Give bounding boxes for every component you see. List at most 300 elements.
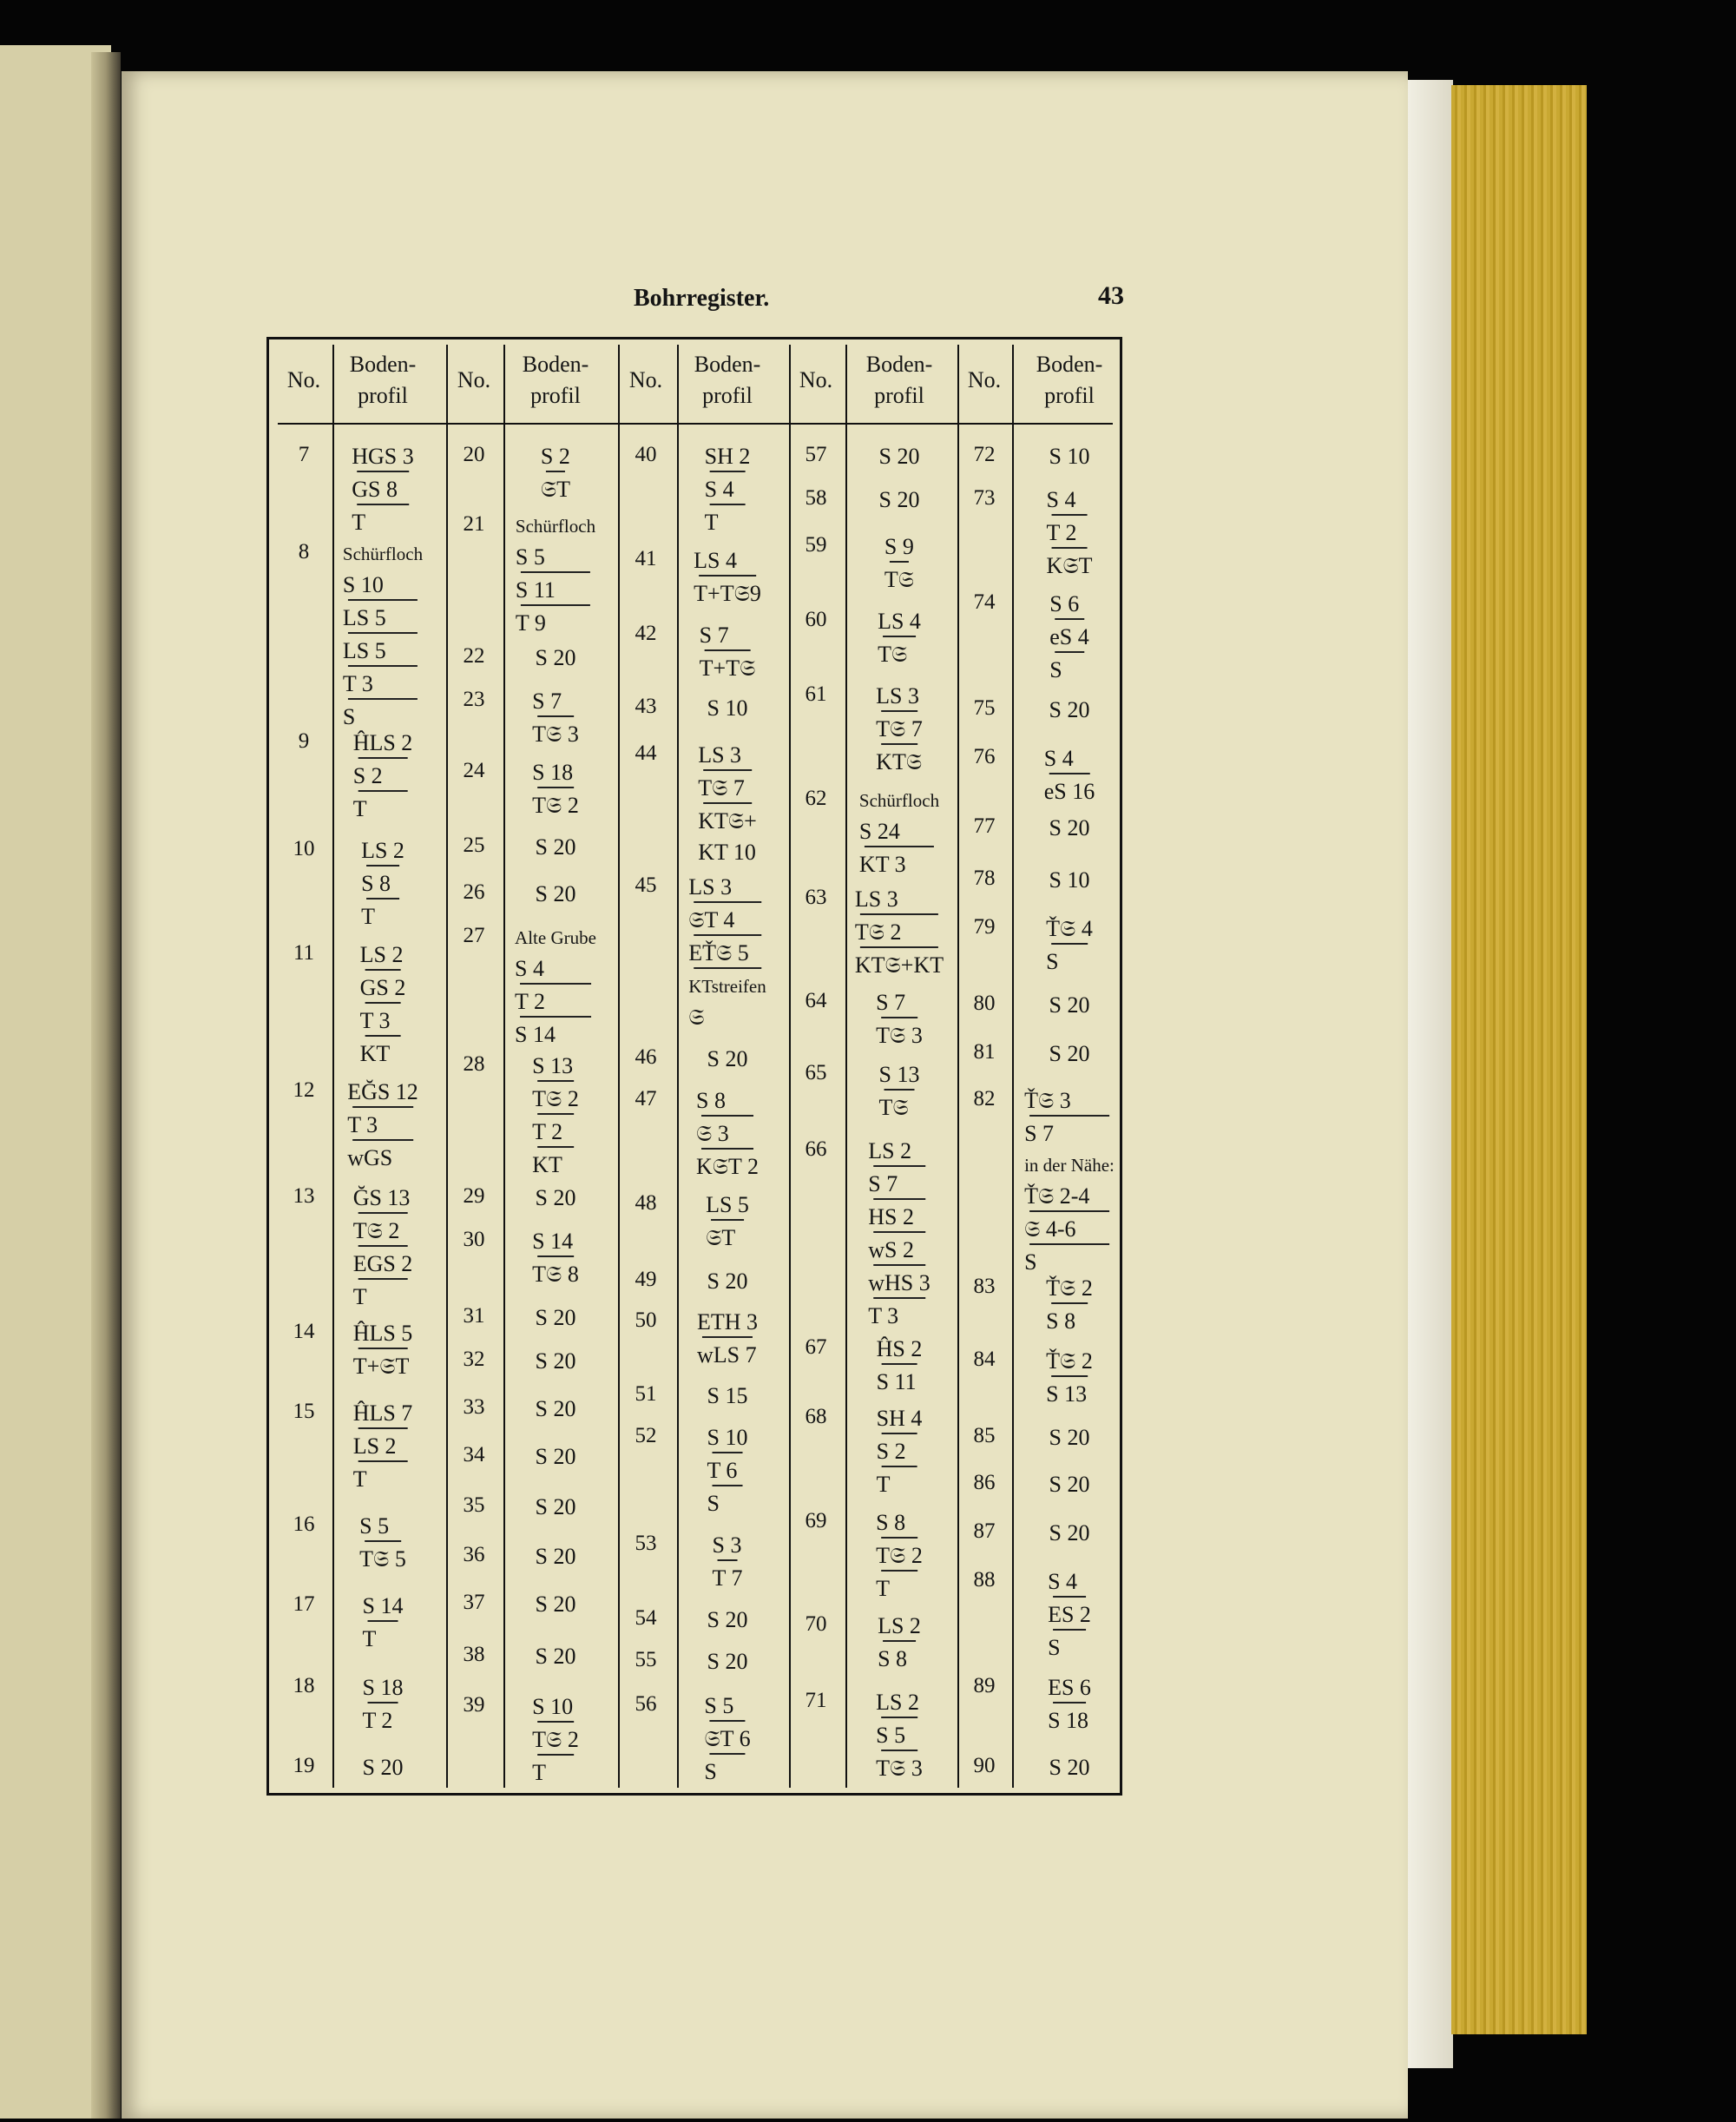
bodenprofil-entry	[1049, 1518, 1090, 1549]
bodenprofil-entry	[1044, 743, 1095, 807]
profile-layer-text: GS 2	[359, 975, 406, 1000]
entry-number: 7	[298, 443, 310, 466]
column-divider	[957, 345, 959, 1788]
column-divider	[789, 345, 791, 1788]
bodenprofil-entry	[879, 1059, 920, 1124]
profile-layer-text: LS 2	[359, 942, 404, 967]
profile-layer-text: S 11	[876, 1369, 917, 1394]
profile-layer-text: LS 3	[854, 886, 898, 912]
entry-number: 60	[805, 608, 827, 631]
profile-layer-text: S 24	[858, 819, 900, 844]
bodenprofil-entry	[706, 1190, 749, 1254]
bodenprofil-entry	[1049, 1752, 1090, 1783]
entry-number: 59	[805, 533, 827, 557]
bodenprofil-entry	[353, 1318, 413, 1382]
entry-number: 13	[293, 1184, 315, 1208]
entry-number: 21	[463, 512, 485, 536]
entry-number: 31	[463, 1304, 485, 1328]
bodenprofil-entry	[347, 1077, 418, 1174]
entry-number: 22	[463, 644, 485, 668]
entry-number: 26	[463, 880, 485, 904]
entry-number: 62	[805, 787, 827, 810]
profile-layer-text: T	[876, 1576, 891, 1601]
bodenprofil-entry	[688, 872, 766, 1033]
bodenprofil-entry	[707, 1646, 748, 1677]
profile-layer-text: LS 2	[878, 1613, 921, 1638]
bodenprofil-entry	[855, 884, 944, 981]
profile-layer-text: wLS 7	[696, 1342, 757, 1367]
profile-layer-text: Ť𝔖 2	[1046, 1275, 1093, 1301]
profile-layer-text: T 9	[515, 610, 546, 636]
profile-layer-text: S 5	[704, 1693, 734, 1718]
bodenprofil-entry	[360, 939, 406, 1070]
bodenprofil-entry	[1046, 1273, 1093, 1337]
profile-layer-text: KT	[359, 1041, 391, 1066]
profile-layer-text: T+𝔖T	[352, 1354, 410, 1379]
entry-number: 74	[973, 590, 996, 614]
bodenprofil-entry	[697, 1307, 758, 1371]
profile-layer-text: KT 10	[698, 840, 756, 865]
bodenprofil-entry	[877, 1403, 923, 1500]
entry-number: 51	[635, 1382, 657, 1406]
profile-layer-text: S 18	[532, 760, 574, 785]
bodenprofil-entry	[516, 511, 595, 639]
profile-layer-text: T	[352, 510, 366, 535]
profile-layer-text: 𝔖	[688, 1005, 705, 1030]
bodenprofil-entry	[515, 922, 596, 1051]
entry-number: 52	[635, 1424, 657, 1447]
entry-number: 90	[973, 1754, 996, 1777]
book-gutter	[91, 52, 121, 2119]
profile-layer-text: K𝔖T	[1046, 553, 1093, 578]
profile-layer-text: S 15	[707, 1383, 748, 1408]
entry-number: 46	[635, 1045, 657, 1069]
profile-layer-text: S 20	[707, 1649, 748, 1674]
profile-layer-text: T𝔖 2	[532, 1727, 579, 1752]
profile-layer-text: S 20	[535, 1592, 576, 1617]
profile-layer-text: T	[362, 1626, 377, 1651]
entry-number: 14	[293, 1320, 315, 1343]
bodenprofil-entry	[1049, 589, 1089, 686]
profile-layer-text: S 13	[532, 1053, 574, 1078]
book-edge	[1451, 85, 1587, 2034]
profile-layer-text: T𝔖 2	[854, 919, 902, 945]
profile-layer-text: S 5	[515, 544, 545, 570]
entry-number: 75	[973, 696, 996, 720]
profile-layer-text: Alte Grube	[515, 927, 596, 948]
bodenprofil-entry	[698, 740, 757, 868]
entry-number: 36	[463, 1543, 485, 1566]
bodenprofil-entry	[1048, 1672, 1091, 1736]
profile-layer-text: ES 2	[1048, 1602, 1091, 1627]
profile-layer-text: KT𝔖+KT	[854, 952, 944, 978]
entry-number: 25	[463, 834, 485, 857]
bodenprofil-entry	[536, 879, 576, 910]
entry-number: 64	[805, 989, 827, 1012]
bodenprofil-entry	[536, 1183, 576, 1214]
profile-layer-text: S 4	[515, 956, 545, 981]
entry-number: 29	[463, 1184, 485, 1208]
entry-number: 73	[973, 486, 996, 510]
profile-layer-text: S 20	[535, 645, 576, 670]
profile-layer-text: 𝔖T	[540, 477, 571, 502]
profile-layer-text: S 20	[362, 1755, 404, 1780]
profile-layer-text: S 20	[707, 1046, 748, 1071]
entry-number: 84	[973, 1348, 996, 1371]
profile-layer-text: ES 6	[1048, 1675, 1091, 1700]
entry-number: 83	[973, 1275, 996, 1298]
bodenprofil-entry	[532, 1051, 579, 1181]
entry-number: 57	[805, 443, 827, 466]
profile-layer-text: S 8	[878, 1646, 908, 1671]
profile-layer-text: T𝔖 2	[352, 1218, 400, 1243]
profile-layer-text: S 4	[1043, 746, 1074, 771]
entry-number: 53	[635, 1532, 657, 1555]
bodenprofil-entry	[536, 643, 576, 674]
bodenprofil-entry	[536, 1589, 576, 1620]
profile-layer-text: T	[532, 1760, 547, 1785]
entry-number: 65	[805, 1061, 827, 1084]
profile-layer-text: EŤ𝔖 5	[688, 940, 749, 965]
profile-layer-text: LS 5	[342, 638, 386, 663]
entry-number: 17	[293, 1592, 315, 1616]
bodenprofil-entry	[1049, 695, 1090, 726]
bodenprofil-entry	[363, 1591, 404, 1655]
column-divider	[446, 345, 448, 1788]
entry-number: 45	[635, 873, 657, 897]
profile-layer-text: ĞS 13	[352, 1185, 411, 1210]
profile-layer-text: S 8	[696, 1088, 726, 1113]
profile-layer-text: T	[352, 1466, 367, 1492]
profile-layer-text: S 20	[1049, 815, 1090, 840]
profile-layer-text: S 7	[532, 689, 562, 714]
bodenprofil-entry	[876, 681, 923, 778]
profile-layer-text: Ť𝔖 4	[1046, 916, 1093, 941]
profile-layer-text: T𝔖 3	[876, 1756, 923, 1781]
profile-layer-text: S	[1046, 949, 1059, 974]
profile-layer-text: HS 2	[868, 1204, 914, 1229]
profile-layer-text: T 3	[359, 1008, 391, 1033]
profile-layer-text: S 10	[1049, 444, 1090, 469]
profile-layer-text: S	[1049, 657, 1062, 682]
entry-number: 33	[463, 1395, 485, 1419]
entry-number: 50	[635, 1308, 657, 1332]
header-bodenprofil: Boden- profil	[522, 352, 589, 408]
entry-number: 77	[973, 814, 996, 838]
profile-layer-text: LS 3	[688, 874, 733, 900]
profile-layer-text: S 7	[876, 990, 906, 1015]
bodenprofil-entry	[1049, 1422, 1090, 1453]
header-bodenprofil: Boden- profil	[865, 352, 933, 408]
entry-number: 8	[298, 540, 310, 563]
bodenprofil-entry	[1049, 990, 1090, 1021]
profile-layer-text: LS 2	[352, 1433, 397, 1459]
bodenprofil-entry	[536, 1394, 576, 1425]
profile-layer-text: S 20	[535, 1396, 576, 1421]
profile-layer-text: S 20	[878, 444, 920, 469]
entry-number: 32	[463, 1348, 485, 1371]
bodenprofil-entry	[868, 1136, 930, 1332]
profile-layer-text: S 10	[342, 572, 384, 597]
column-divider	[1012, 345, 1014, 1788]
entry-number: 47	[635, 1087, 657, 1110]
profile-layer-text: S 20	[707, 1607, 748, 1632]
header-bodenprofil: Boden- profil	[694, 352, 761, 408]
profile-layer-text: S 9	[884, 534, 914, 559]
entry-number: 70	[805, 1612, 827, 1636]
bodenprofil-entry	[353, 1183, 413, 1313]
profile-layer-text: KT	[532, 1152, 562, 1177]
profile-layer-text: S	[707, 1491, 720, 1516]
profile-layer-text: S 20	[1049, 992, 1090, 1018]
bodenprofil-entry	[1047, 484, 1093, 582]
profile-layer-text: S 14	[515, 1022, 556, 1047]
profile-layer-text: T 6	[707, 1458, 738, 1483]
bodenprofil-entry	[713, 1530, 743, 1594]
profile-layer-text: S 4	[704, 477, 734, 502]
entry-number: 81	[973, 1040, 996, 1064]
profile-layer-text: S 20	[535, 1644, 576, 1669]
profile-layer-text: T 2	[515, 989, 545, 1014]
column-divider	[845, 345, 847, 1788]
profile-layer-text: in der Nähe:	[1024, 1155, 1115, 1176]
profile-layer-text: S 13	[878, 1062, 920, 1087]
profile-layer-text: S 7	[1024, 1121, 1055, 1146]
entry-number: 49	[635, 1268, 657, 1291]
header-bodenprofil: Boden- profil	[349, 352, 417, 408]
entry-number: 48	[635, 1191, 657, 1215]
profile-layer-text: T	[704, 510, 719, 535]
profile-layer-text: S 8	[876, 1510, 906, 1535]
bodenprofil-entry	[876, 1687, 923, 1784]
bodenprofil-entry	[1024, 1085, 1115, 1278]
profile-layer-text: T𝔖 2	[532, 1086, 579, 1111]
entry-number: 19	[293, 1754, 315, 1777]
column-divider	[677, 345, 679, 1788]
entry-number: 55	[635, 1648, 657, 1671]
entry-number: 9	[298, 729, 310, 753]
bodenprofil-entry	[361, 835, 404, 932]
entry-number: 35	[463, 1493, 485, 1517]
profile-layer-text: 𝔖T 4	[688, 907, 735, 932]
profile-layer-text: T 2	[1046, 520, 1077, 545]
profile-layer-text: T𝔖	[878, 1095, 909, 1120]
profile-layer-text: T𝔖 3	[532, 722, 579, 747]
bodenprofil-entry	[541, 441, 570, 505]
bodenprofil-entry	[359, 1511, 406, 1575]
profile-layer-text: S	[1048, 1635, 1061, 1660]
bodenprofil-entry	[352, 441, 414, 538]
profile-layer-text: KT𝔖	[876, 749, 923, 774]
entry-number: 39	[463, 1693, 485, 1717]
bodenprofil-entry	[536, 1492, 576, 1523]
entry-number: 54	[635, 1606, 657, 1630]
profile-layer-text: ETH 3	[696, 1309, 759, 1334]
profile-layer-text: S 20	[1049, 1425, 1090, 1450]
entry-number: 44	[635, 741, 657, 765]
entry-number: 23	[463, 688, 485, 711]
profile-layer-text: KT𝔖+	[698, 808, 757, 834]
profile-layer-text: T	[352, 796, 367, 821]
entry-number: 67	[805, 1335, 827, 1359]
profile-layer-text: EĞS 12	[347, 1079, 418, 1104]
profile-layer-text: S 8	[361, 871, 391, 896]
bodenprofil-entry	[532, 1226, 579, 1290]
entry-number: 41	[635, 547, 657, 570]
profile-layer-text: eS 16	[1043, 779, 1095, 804]
bodenprofil-entry	[859, 785, 939, 880]
bodenprofil-entry	[363, 1672, 404, 1736]
profile-layer-text: S 20	[535, 834, 576, 860]
profile-layer-text: ĤLS 5	[352, 1321, 413, 1346]
bodenprofil-entry	[353, 1398, 413, 1495]
profile-layer-text: T𝔖 5	[359, 1546, 406, 1572]
profile-layer-text: T+T𝔖	[699, 656, 756, 681]
profile-layer-text: T+T𝔖9	[694, 581, 761, 606]
profile-layer-text: LS 3	[876, 683, 920, 708]
entry-number: 66	[805, 1137, 827, 1161]
entry-number: 88	[973, 1568, 996, 1592]
profile-layer-text: S 6	[1049, 591, 1080, 616]
entry-number: 12	[293, 1078, 315, 1102]
profile-layer-text: T 7	[712, 1565, 743, 1591]
profile-layer-text: 𝔖T 6	[704, 1726, 751, 1751]
bodenprofil-entry	[536, 1302, 576, 1334]
profile-layer-text: LS 2	[876, 1690, 920, 1715]
profile-layer-text: S 10	[532, 1694, 574, 1719]
profile-layer-text: S 20	[1049, 1755, 1090, 1780]
entry-number: 61	[805, 682, 827, 706]
entry-number: 28	[463, 1052, 485, 1076]
profile-layer-text: S 18	[362, 1675, 404, 1700]
bodenprofil-entry	[879, 484, 920, 516]
profile-layer-text: S 14	[532, 1229, 574, 1254]
bodenprofil-entry	[536, 1541, 576, 1572]
bodenprofil-entry	[1049, 1469, 1090, 1500]
entry-number: 58	[805, 486, 827, 510]
bodenprofil-entry	[532, 757, 579, 821]
profile-layer-text: S	[704, 1759, 717, 1784]
profile-layer-text: S 2	[352, 763, 383, 788]
bodenprofil-entry	[878, 606, 921, 670]
profile-layer-text: wHS 3	[868, 1270, 930, 1295]
profile-layer-text: SH 2	[704, 444, 751, 469]
profile-layer-text: LS 4	[694, 548, 737, 573]
entry-number: 78	[973, 867, 996, 890]
entry-number: 76	[973, 745, 996, 768]
profile-layer-text: S 4	[1046, 487, 1076, 512]
entry-number: 37	[463, 1591, 485, 1614]
bodenprofil-entry	[532, 1691, 579, 1789]
profile-layer-text: S 7	[699, 623, 729, 648]
bodenprofil-entry	[877, 1334, 923, 1398]
profile-layer-text: S 20	[535, 1305, 576, 1330]
profile-layer-text: 𝔖 3	[696, 1121, 729, 1146]
profile-layer-text: SH 4	[876, 1406, 923, 1431]
bodenprofil-entry	[343, 538, 423, 733]
profile-layer-text: LS 5	[342, 605, 386, 630]
header-no: No.	[628, 367, 663, 392]
profile-layer-text: K𝔖T 2	[696, 1154, 759, 1179]
page-title: Bohrregister.	[634, 285, 770, 312]
profile-layer-text: ĤS 2	[876, 1336, 923, 1361]
profile-layer-text: EGS 2	[352, 1251, 413, 1276]
entry-number: 71	[805, 1689, 827, 1712]
bodenprofil-entry	[1046, 1346, 1093, 1410]
profile-layer-text: T𝔖	[878, 642, 908, 667]
profile-layer-text: wS 2	[868, 1237, 914, 1262]
profile-layer-text: LS 2	[361, 838, 404, 863]
entry-number: 24	[463, 759, 485, 782]
entry-number: 16	[293, 1512, 315, 1536]
bodenprofil-entry	[707, 1422, 748, 1519]
bodenprofil-entry	[884, 531, 914, 596]
header-no: No.	[457, 367, 491, 392]
header-bodenprofil: Boden- profil	[1036, 352, 1103, 408]
entry-number: 85	[973, 1424, 996, 1447]
page-number: 43	[1098, 281, 1124, 310]
profile-layer-text: S 20	[535, 1348, 576, 1374]
entry-number: 42	[635, 622, 657, 645]
profile-layer-text: S	[1024, 1249, 1037, 1275]
bodenprofil-entry	[536, 1441, 576, 1473]
profile-layer-text: S 2	[876, 1439, 906, 1464]
entry-number: 86	[973, 1471, 996, 1494]
bodenprofil-entry	[1048, 1566, 1091, 1664]
profile-layer-text: S	[342, 704, 356, 729]
profile-layer-text: S 7	[868, 1171, 898, 1196]
profile-layer-text: Ť𝔖 3	[1024, 1088, 1071, 1113]
profile-layer-text: LS 5	[706, 1192, 749, 1217]
profile-layer-text: S 20	[1049, 1472, 1090, 1497]
entry-number: 27	[463, 924, 485, 947]
profile-layer-text: S 20	[1049, 1520, 1090, 1545]
profile-layer-text: T𝔖 3	[876, 1023, 923, 1048]
bodenprofil-entry	[879, 441, 920, 472]
column-divider	[618, 345, 620, 1788]
profile-layer-text: T	[876, 1472, 891, 1497]
profile-layer-text: T𝔖 7	[698, 775, 745, 801]
profile-layer-text: 𝔖T	[706, 1225, 736, 1250]
profile-layer-text: eS 4	[1049, 624, 1089, 649]
bodenprofil-entry	[696, 1085, 759, 1183]
entry-number: 56	[635, 1692, 657, 1716]
profile-layer-text: S 4	[1048, 1569, 1078, 1594]
bodenprofil-entry	[707, 1044, 748, 1075]
entry-number: 82	[973, 1087, 996, 1110]
entry-number: 30	[463, 1228, 485, 1251]
profile-layer-text: S 20	[878, 487, 920, 512]
bodenprofil-entry	[694, 545, 761, 610]
bodenprofil-entry	[878, 1611, 921, 1675]
profile-layer-text: S 14	[362, 1593, 404, 1618]
header-no: No.	[799, 367, 833, 392]
profile-layer-text: S 8	[1046, 1308, 1076, 1334]
profile-layer-text: T	[361, 904, 375, 929]
entry-number: 63	[805, 886, 827, 909]
profile-layer-text: ĤLS 2	[352, 730, 413, 755]
profile-layer-text: T𝔖	[884, 567, 915, 592]
bodenprofil-entry	[1049, 865, 1090, 896]
header-no: No.	[286, 367, 321, 392]
profile-layer-text: S 11	[515, 577, 556, 603]
profile-layer-text: S 3	[712, 1532, 742, 1558]
bodenprofil-entry	[876, 1507, 923, 1605]
bodenprofil-entry	[1046, 913, 1093, 978]
profile-layer-text: 𝔖 4-6	[1024, 1216, 1076, 1242]
entry-number: 10	[293, 837, 315, 860]
entry-number: 69	[805, 1509, 827, 1532]
